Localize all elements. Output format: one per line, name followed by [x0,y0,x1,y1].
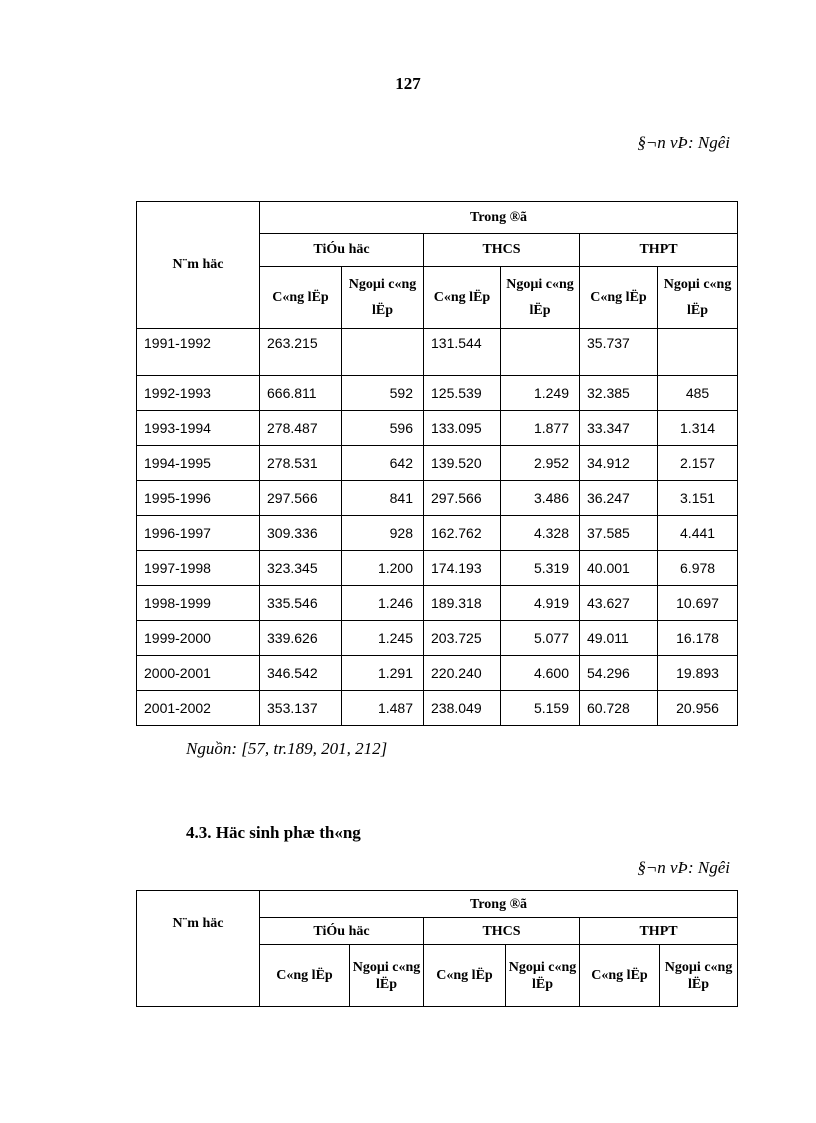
value-cell: 2.157 [658,446,738,481]
value-cell: 928 [342,516,424,551]
source-note: Nguồn: [57, tr.189, 201, 212] [186,739,388,758]
value-cell: 16.178 [658,621,738,656]
sub-header-public: C«ng lËp [580,945,660,1007]
value-cell: 309.336 [260,516,342,551]
value-cell: 278.531 [260,446,342,481]
value-cell: 1.249 [501,376,580,411]
year-cell: 1994-1995 [137,446,260,481]
value-cell: 1.487 [342,691,424,726]
value-cell: 5.319 [501,551,580,586]
value-cell: 596 [342,411,424,446]
value-cell: 1.245 [342,621,424,656]
sub-header-public: C«ng lËp [424,267,501,329]
value-cell: 4.441 [658,516,738,551]
value-cell: 162.762 [424,516,501,551]
value-cell: 4.328 [501,516,580,551]
sub-header-public: C«ng lËp [424,945,506,1007]
value-cell: 1.314 [658,411,738,446]
unit-label-2: §¬n vÞ: Ngêi [637,858,730,877]
value-cell: 2.952 [501,446,580,481]
enrollment-table-2 [136,890,738,1007]
value-cell: 297.566 [424,481,501,516]
value-cell: 1.200 [342,551,424,586]
page-number: 127 [395,74,421,93]
table-row [137,691,738,726]
value-cell: 485 [658,376,738,411]
table-row [137,376,738,411]
table-body [137,329,738,726]
value-cell: 263.215 [260,329,342,376]
value-cell: 49.011 [580,621,658,656]
value-cell: 297.566 [260,481,342,516]
value-cell: 353.137 [260,691,342,726]
value-cell [658,329,738,376]
sub-header-private: Ngoµi c«ng lËp [660,945,738,1007]
value-cell: 139.520 [424,446,501,481]
sub-header-private: Ngoµi c«ng lËp [342,267,424,329]
value-cell: 20.956 [658,691,738,726]
group-header: Trong ®ã [260,202,738,234]
group-header: Trong ®ã [260,891,738,918]
year-cell: 1999-2000 [137,621,260,656]
value-cell: 238.049 [424,691,501,726]
sub-header-public: C«ng lËp [260,945,350,1007]
sub-header-private: Ngoµi c«ng lËp [350,945,424,1007]
sub-header-private: Ngoµi c«ng lËp [501,267,580,329]
level-header-primary: TiÓu häc [260,918,424,945]
unit-label: §¬n vÞ: Ngêi [637,133,730,152]
value-cell: 37.585 [580,516,658,551]
value-cell: 323.345 [260,551,342,586]
value-cell: 335.546 [260,586,342,621]
year-cell: 1996-1997 [137,516,260,551]
level-header-primary: TiÓu häc [260,234,424,267]
value-cell: 35.737 [580,329,658,376]
level-header-thpt: THPT [580,234,738,267]
value-cell: 278.487 [260,411,342,446]
value-cell: 133.095 [424,411,501,446]
value-cell: 131.544 [424,329,501,376]
value-cell [501,329,580,376]
value-cell: 43.627 [580,586,658,621]
value-cell: 666.811 [260,376,342,411]
value-cell: 5.159 [501,691,580,726]
year-column-header: N¨m häc [137,202,260,329]
sub-header-private: Ngoµi c«ng lËp [506,945,580,1007]
year-cell: 1998-1999 [137,586,260,621]
year-cell: 1997-1998 [137,551,260,586]
value-cell: 189.318 [424,586,501,621]
value-cell: 10.697 [658,586,738,621]
value-cell: 3.151 [658,481,738,516]
value-cell: 1.246 [342,586,424,621]
value-cell: 203.725 [424,621,501,656]
table-row [137,586,738,621]
section-heading: 4.3. Häc sinh phæ th«ng [186,823,361,842]
value-cell: 3.486 [501,481,580,516]
value-cell: 642 [342,446,424,481]
table-row [137,446,738,481]
enrollment-table [136,201,738,726]
value-cell: 125.539 [424,376,501,411]
table-row [137,621,738,656]
value-cell: 6.978 [658,551,738,586]
value-cell: 33.347 [580,411,658,446]
value-cell: 34.912 [580,446,658,481]
year-cell: 1993-1994 [137,411,260,446]
value-cell: 4.600 [501,656,580,691]
value-cell: 36.247 [580,481,658,516]
year-cell: 1992-1993 [137,376,260,411]
value-cell: 346.542 [260,656,342,691]
year-cell: 1991-1992 [137,329,260,376]
value-cell: 1.877 [501,411,580,446]
value-cell: 40.001 [580,551,658,586]
value-cell: 4.919 [501,586,580,621]
value-cell: 174.193 [424,551,501,586]
value-cell [342,329,424,376]
value-cell: 1.291 [342,656,424,691]
value-cell: 60.728 [580,691,658,726]
value-cell: 220.240 [424,656,501,691]
sub-header-public: C«ng lËp [580,267,658,329]
table-row [137,516,738,551]
year-cell: 2001-2002 [137,691,260,726]
year-column-header: N¨m häc [137,891,260,1007]
table-row [137,329,738,376]
table-row [137,551,738,586]
table-row [137,656,738,691]
value-cell: 32.385 [580,376,658,411]
year-cell: 1995-1996 [137,481,260,516]
level-header-thcs: THCS [424,234,580,267]
sub-header-public: C«ng lËp [260,267,342,329]
value-cell: 54.296 [580,656,658,691]
value-cell: 841 [342,481,424,516]
value-cell: 592 [342,376,424,411]
table-row [137,481,738,516]
level-header-thpt: THPT [580,918,738,945]
level-header-thcs: THCS [424,918,580,945]
sub-header-private: Ngoµi c«ng lËp [658,267,738,329]
value-cell: 5.077 [501,621,580,656]
value-cell: 19.893 [658,656,738,691]
year-cell: 2000-2001 [137,656,260,691]
table-row [137,411,738,446]
value-cell: 339.626 [260,621,342,656]
